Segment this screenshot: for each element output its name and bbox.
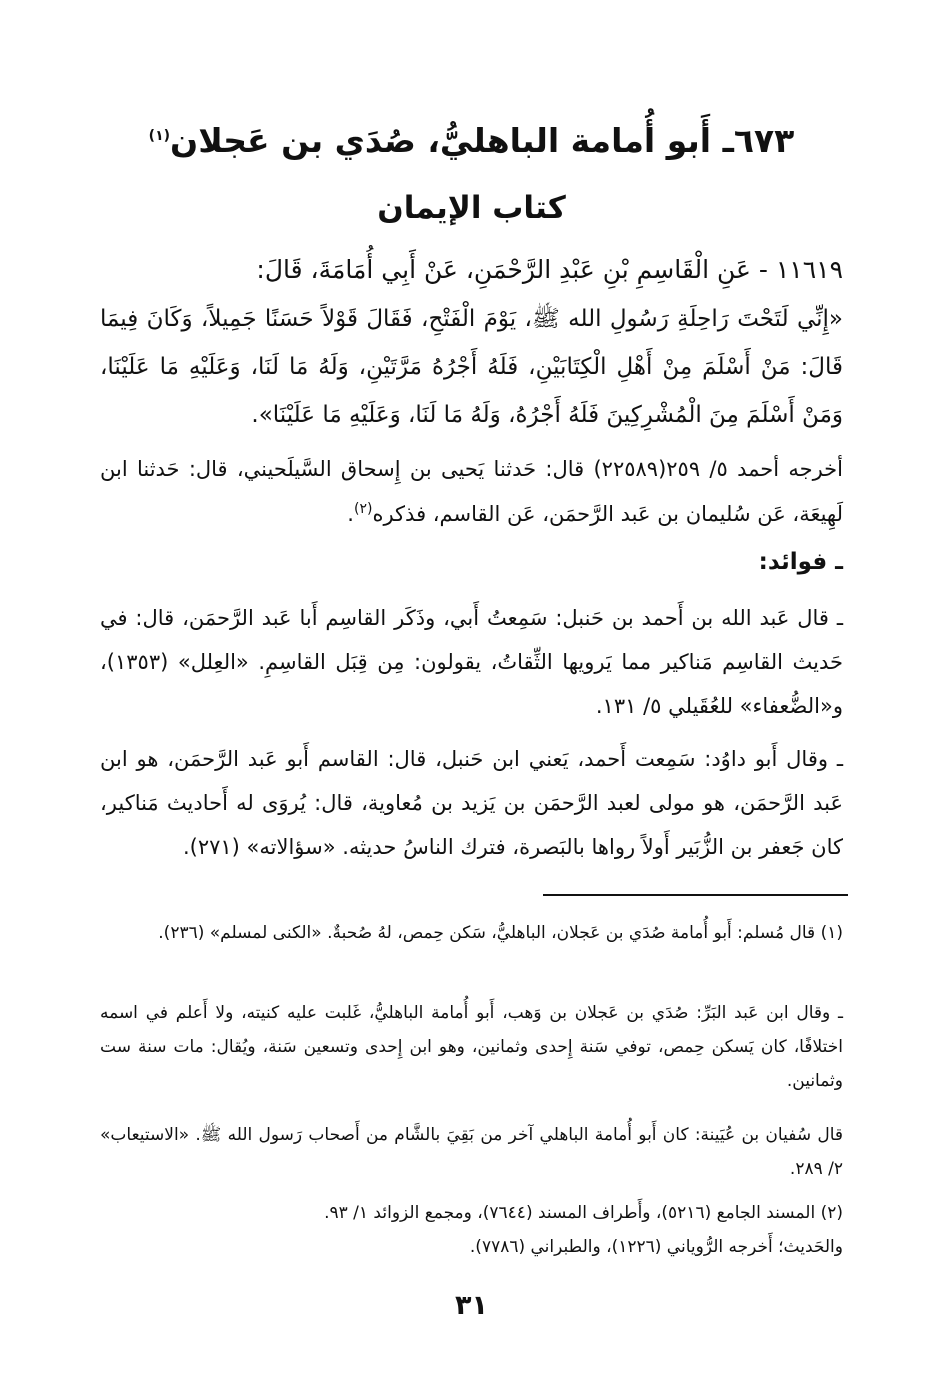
chapter-title	[100, 120, 843, 163]
footnote-1: (١) قال مُسلم: أَبو أُمامة صُدَي بن عَجلان، الباهليُّ، سَكن حِمص، لهُ صُحبةٌ. «الكنى لمسلم» (٢٣٦).	[158, 923, 843, 943]
footnote-marker-1[interactable]: (١)	[148, 128, 171, 144]
chapter-title-text: ٦٧٣ـ أَبو أُمامة الباهليُّ، صُدَي بن عَجلان	[170, 121, 795, 160]
book-section-title: كتاب الإيمان	[377, 190, 566, 226]
takhrij-text: أخرجه أحمد ٥/ ٢٥٩(٢٢٥٨٩) قال: حَدثنا يَحيى بن إِسحاق السَّيلَحيني، قال: حَدثنا ابن لَهِيعَة، عَن سُليمان بن عَبد الرَّحمَن، عَن القاسم، فذكره	[100, 457, 843, 526]
takhrij-paragraph	[100, 447, 843, 537]
footnote-2-line-1: (٢) المسند الجامع (٥٢١٦)، وأَطراف المسند (٧٦٤٤)، ومجمع الزوائد ١/ ٩٣.	[324, 1203, 843, 1223]
footnote-1-sufyan: قال سُفيان بن عُيَينة: كان أَبو أُمامة الباهلي آخر من بَقِيَ بالشَّام من أَصحاب رَسول الله ﷺ. «الاستيعاب» ٢/ ٢٨٩.	[100, 1125, 843, 1179]
footnote-2-line-2: والحَديث؛ أَخرجه الرُّوياني (١٢٢٦)، والطبراني (٧٧٨٦).	[469, 1237, 843, 1257]
footnote-marker-2[interactable]: (٢)	[353, 501, 373, 517]
footnote-divider	[543, 894, 848, 896]
hadith-isnad: ١١٦١٩ - عَنِ الْقَاسِمِ بْنِ عَبْدِ الرَّحْمَنِ، عَنْ أَبِي أُمَامَةَ، قَالَ:	[256, 255, 843, 284]
footnote-1-ibn-abd-al-barr: ـ وقال ابن عَبد البَرِّ: صُدَي بن عَجلان بن وَهب، أَبو أُمامة الباهليُّ، غَلبت عليه كنيته، ولا أَعلم في اسمه اختلافًا، كان يَسكن حِمص، توفي سَنة إِحدى وثمانين، وهو ابن إِحدى وتسعين سَنة، ويُقال: مات سنة ست وثمانين.	[100, 1003, 843, 1091]
footnote-2	[100, 1196, 843, 1264]
fawaid-paragraph-1: ـ قال عَبد الله بن أَحمد بن حَنبل: سَمِعتُ أَبي، وذَكَر القاسِم أَبا عَبد الرَّحمَن، قال: في حَديث القاسِم مَناكير مما يَرويها الثِّقاتُ، يقولون: مِن قِبَل القاسِمِ. «العِلل» (١٣٥٣)، و«الضُّعفاء» للعُقَيلي ٥/ ١٣١.	[100, 606, 843, 718]
fawaid-paragraph-2: ـ وقال أَبو داوُد: سَمِعت أَحمد، يَعني ابن حَنبل، قال: القاسم أَبو عَبد الرَّحمَن، هو ابن عَبد الرَّحمَن، هو مولى لعبد الرَّحمَن بن يَزيد بن مُعاوية، قال: يُروَى له أَحاديث مَناكير، كان جَعفر بن الزُّبَير أَولاً رواها بالبَصرة، فترك الناسُ حديثه. «سؤالاته» (٢٧١).	[100, 747, 843, 859]
page-number: ٣١	[455, 1290, 488, 1321]
fawaid-heading: ـ فوائد:	[758, 549, 843, 575]
takhrij-end: .	[347, 502, 354, 526]
hadith-matn: «إِنِّي لَتَحْتَ رَاحِلَةِ رَسُولِ الله ﷺ، يَوْمَ الْفَتْحِ، فَقَالَ قَوْلاً حَسَنًا جَمِيلاً، وَكَانَ فِيمَا قَالَ: مَنْ أَسْلَمَ مِنْ أَهْلِ الْكِتَابَيْنِ، فَلَهُ أَجْرُهُ مَرَّتَيْنِ، وَلَهُ مَا لَنَا، وَعَلَيْهِ مَا عَلَيْنَا، وَمَنْ أَسْلَمَ مِنَ الْمُشْرِكِينَ فَلَهُ أَجْرُهُ، وَلَهُ مَا لَنَا، وَعَلَيْهِ مَا عَلَيْنَا».	[100, 306, 843, 428]
